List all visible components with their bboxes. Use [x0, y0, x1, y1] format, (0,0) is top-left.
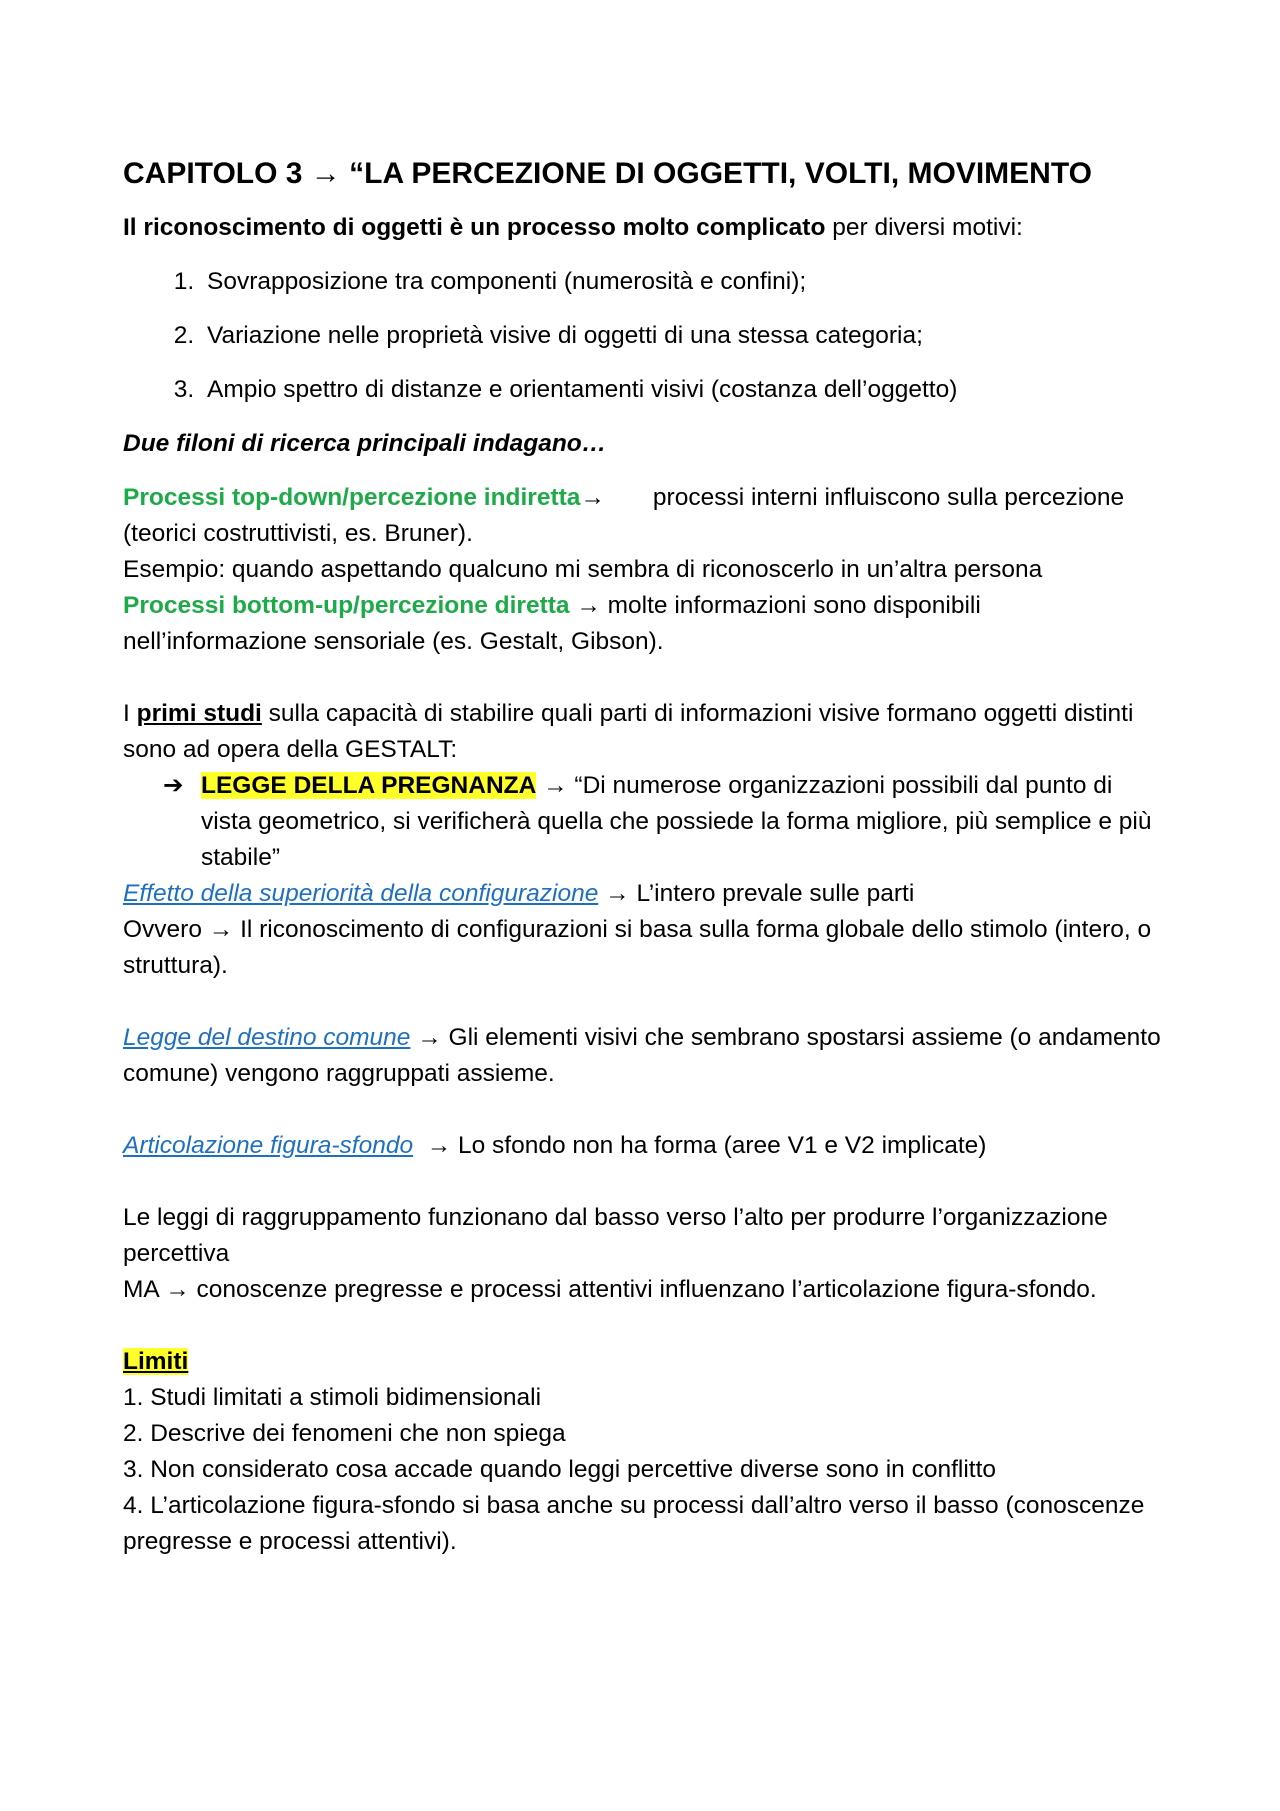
superiorita-link[interactable]: Effetto della superiorità della configurazione	[123, 880, 599, 907]
list-item: 4. L’articolazione figura-sfondo si basa anche su processi dall’altro verso il basso (conoscenze pregresse e processi attentivi).	[123, 1492, 1145, 1555]
intro-bold: Il riconoscimento di oggetti è un processo molto complicato	[123, 214, 826, 241]
gestalt-paragraph: I primi studi sulla capacità di stabilire quali parti di informazioni visive formano oggetti distinti sono ad opera della GESTALT:	[123, 700, 1134, 763]
leggi-paragraph: Le leggi di raggruppamento funzionano dal basso verso l’alto per produrre l’organizzazione percettiva	[123, 1204, 1108, 1267]
figura-link[interactable]: Articolazione figura-sfondo	[123, 1132, 414, 1159]
reasons-list	[123, 264, 1163, 408]
destino-link[interactable]: Legge del destino comune	[123, 1024, 411, 1051]
ovvero-paragraph: Ovvero → Il riconoscimento di configurazioni si basa sulla forma globale dello stimolo (intero, o struttura).	[123, 916, 1152, 979]
destino-paragraph: Legge del destino comune → Gli elementi visivi che sembrano spostarsi assieme (o andamento comune) vengono raggruppati assieme.	[123, 1024, 1161, 1087]
topdown-paragraph	[123, 480, 1163, 552]
bottomup-paragraph	[123, 588, 1163, 660]
figura-paragraph: Articolazione figura-sfondo → Lo sfondo non ha forma (aree V1 e V2 implicate)	[123, 1132, 987, 1159]
list-item: 3. Ampio spettro di distanze e orientamenti visivi (costanza dell’oggetto)	[201, 372, 1163, 408]
arrow-icon: →	[580, 484, 605, 511]
ma-paragraph: MA → conoscenze pregresse e processi attentivi influenzano l’articolazione figura-sfondo.	[123, 1276, 1097, 1303]
bottomup-label: Processi bottom-up/percezione diretta	[123, 592, 570, 619]
chapter-title: CAPITOLO 3 → “LA PERCEZIONE DI OGGETTI, VOLTI, MOVIMENTO	[123, 157, 1092, 190]
example-paragraph: Esempio: quando aspettando qualcuno mi sembra di riconoscerlo in un’altra persona	[123, 556, 1043, 583]
document-body	[123, 152, 1163, 1560]
pregnanza-text: → “Di numerose organizzazioni possibili dal punto di vista geometrico, si verificherà quella che possiede la forma migliore, più semplice e più stabile”	[201, 772, 1152, 871]
limiti-heading: Limiti	[123, 1348, 189, 1375]
list-item: 2. Descrive dei fenomeni che non spiega	[123, 1420, 566, 1447]
primi-studi: primi studi	[136, 700, 262, 727]
pregnanza-label: LEGGE DELLA PREGNANZA	[201, 772, 537, 799]
intro-paragraph	[123, 210, 1163, 246]
list-item: 1. Sovrapposizione tra componenti (numerosità e confini);	[201, 264, 1163, 300]
intro-rest: per diversi motivi:	[825, 214, 1023, 241]
research-heading: Due filoni di ricerca principali indagano…	[123, 430, 607, 457]
superiorita-paragraph: Effetto della superiorità della configurazione → L’intero prevale sulle parti	[123, 880, 915, 907]
list-item: 2. Variazione nelle proprietà visive di oggetti di una stessa categoria;	[201, 318, 1163, 354]
list-item: 1. Studi limitati a stimoli bidimensionali	[123, 1384, 542, 1411]
arrow-bullet-icon: ➔	[163, 772, 184, 799]
topdown-text: processi interni influiscono sulla percezione (teorici costruttivisti, es. Bruner).	[123, 484, 1125, 547]
pregnanza-bullet	[163, 768, 1163, 876]
list-item: 3. Non considerato cosa accade quando leggi percettive diverse sono in conflitto	[123, 1456, 997, 1483]
bottomup-text: → molte informazioni sono disponibili nell’informazione sensoriale (es. Gestalt, Gibson).	[123, 592, 981, 655]
topdown-label: Processi top-down/percezione indiretta	[123, 484, 581, 511]
